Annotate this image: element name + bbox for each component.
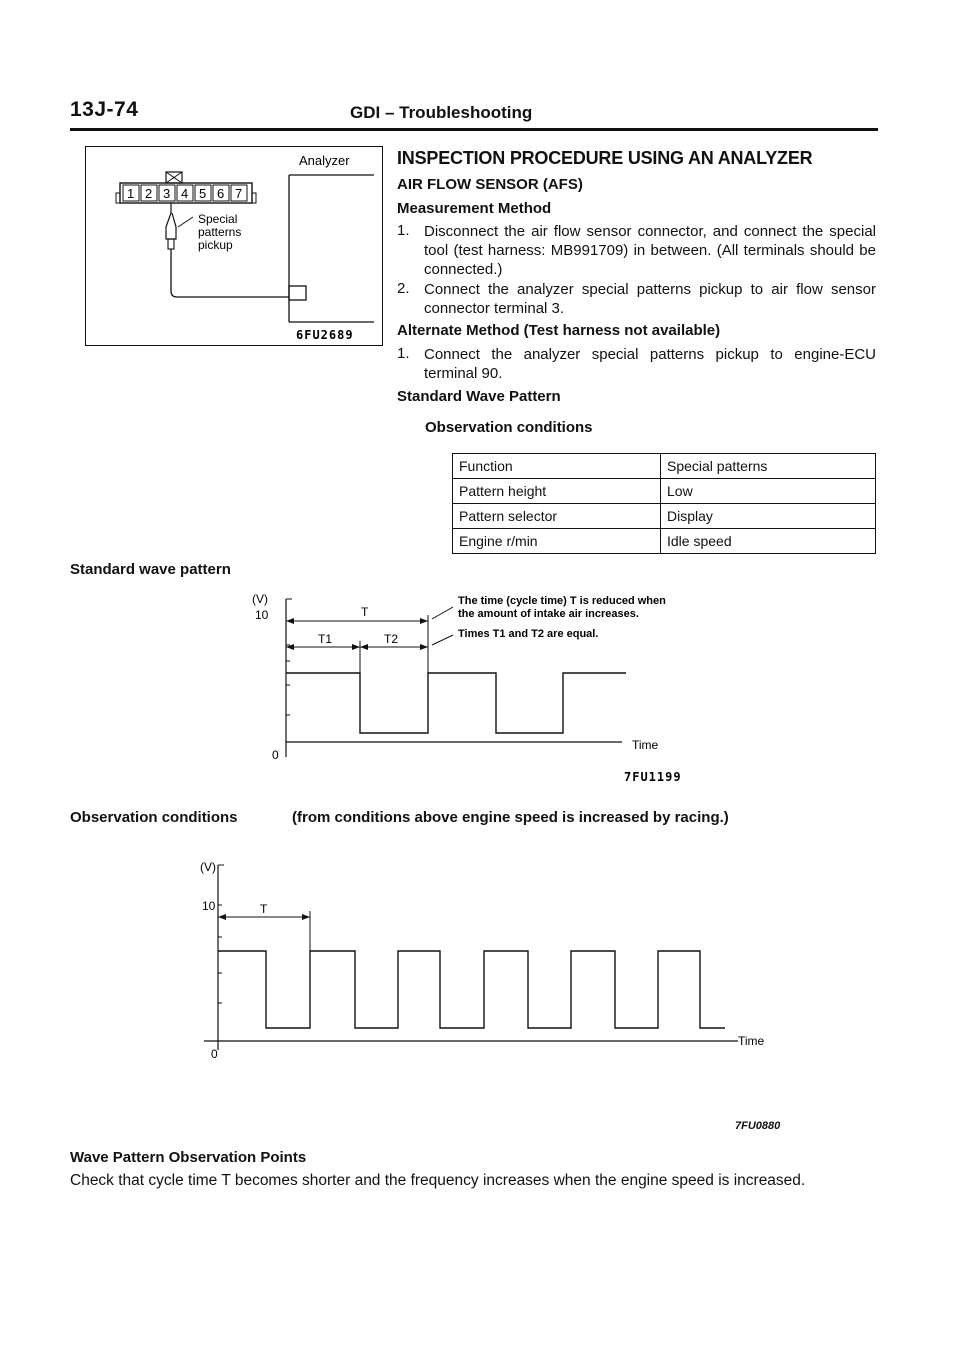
step-number: 1. — [397, 222, 410, 239]
standard-wave-chart — [240, 585, 740, 795]
figure-code: 6FU2689 — [296, 328, 354, 342]
analyzer-diagram-svg — [86, 147, 382, 345]
table-cell-label: Function — [453, 454, 661, 479]
header-rule — [70, 128, 878, 131]
analyzer-connection-diagram — [85, 146, 383, 346]
pin-label: 1 — [127, 186, 135, 201]
figure-code: 7FU1199 — [624, 770, 682, 784]
measurement-heading: Measurement Method — [397, 200, 552, 217]
table-row — [453, 529, 876, 554]
pin-label: 7 — [235, 186, 243, 201]
pickup-label-line: patterns — [198, 225, 242, 239]
table-cell-label: Pattern height — [453, 479, 661, 504]
section-heading: INSPECTION PROCEDURE USING AN ANALYZER — [397, 148, 813, 168]
y-min-label: 0 — [211, 1047, 218, 1061]
note-t1-t2-equal: Times T1 and T2 are equal. — [458, 628, 599, 640]
t1-label: T1 — [318, 632, 333, 646]
y-unit-label: (V) — [252, 592, 268, 606]
y-unit-label: (V) — [200, 860, 216, 874]
table-row — [453, 504, 876, 529]
pin-label: 3 — [163, 186, 171, 201]
connector-pins — [123, 185, 247, 201]
y-max-label: 10 — [202, 899, 216, 913]
t2-label: T2 — [384, 632, 399, 646]
table-cell-value: Idle speed — [661, 529, 876, 554]
analyzer-input-jack — [289, 286, 306, 300]
table-cell-value: Special patterns — [661, 454, 876, 479]
y-max-label: 10 — [255, 608, 269, 622]
step-number: 2. — [397, 280, 410, 297]
x-axis-label: Time — [632, 738, 659, 752]
alt-step-text: Connect the analyzer special patterns pickup to engine-ECU terminal 90. — [424, 346, 876, 382]
racing-wave-chart — [190, 855, 790, 1075]
pin-label: 4 — [181, 186, 189, 201]
step-text: Connect the analyzer special patterns pickup to air flow sensor connector terminal 3. — [424, 281, 876, 317]
table-row — [453, 454, 876, 479]
obs2-label: Observation conditions — [70, 809, 238, 826]
page-title: GDI – Troubleshooting — [350, 103, 533, 122]
table-row — [453, 479, 876, 504]
table-cell-value: Display — [661, 504, 876, 529]
x-axis-label: Time — [738, 1034, 765, 1048]
analyzer-label: Analyzer — [299, 153, 350, 168]
pickup-probe-icon — [166, 203, 176, 239]
pin-label: 2 — [145, 186, 153, 201]
pin-label: 5 — [199, 186, 207, 201]
t-label: T — [361, 605, 369, 619]
waveform-trace — [218, 951, 725, 1028]
table-cell-value: Low — [661, 479, 876, 504]
pickup-leader-line — [178, 217, 193, 227]
y-min-label: 0 — [272, 748, 279, 762]
alternate-heading: Alternate Method (Test harness not available) — [397, 322, 721, 339]
sensor-heading: AIR FLOW SENSOR (AFS) — [397, 176, 583, 193]
standard-wave-heading: Standard Wave Pattern — [397, 388, 561, 405]
pickup-label-line: pickup — [198, 238, 233, 252]
observation-points-text: Check that cycle time T becomes shorter and the frequency increases when the engine speed is increased. — [70, 1172, 806, 1189]
note-cycle-time: The time (cycle time) T is reduced when — [458, 595, 666, 607]
figure-code-2: 7FU0880 — [735, 1120, 781, 1132]
note-intake-air: the amount of intake air increases. — [458, 608, 639, 620]
step-text: Disconnect the air flow sensor connector, and connect the special tool (test harness: MB991709) in between. (All terminals should be connected.) — [424, 223, 876, 278]
pickup-label-line: Special — [198, 212, 238, 226]
table-cell-label: Pattern selector — [453, 504, 661, 529]
t-label: T — [260, 902, 268, 916]
waveform-trace — [286, 673, 626, 733]
table-cell-label: Engine r/min — [453, 529, 661, 554]
alt-step-number: 1. — [397, 345, 410, 362]
page-number: 13J-74 — [70, 98, 139, 121]
pickup-cable — [171, 249, 289, 297]
pin-label: 6 — [217, 186, 225, 201]
wave1-title: Standard wave pattern — [70, 561, 231, 578]
obs2-detail: (from conditions above engine speed is increased by racing.) — [292, 809, 729, 826]
observation-heading: Observation conditions — [425, 419, 593, 436]
observation-conditions-table — [452, 453, 876, 554]
observation-points-heading: Wave Pattern Observation Points — [70, 1149, 307, 1166]
